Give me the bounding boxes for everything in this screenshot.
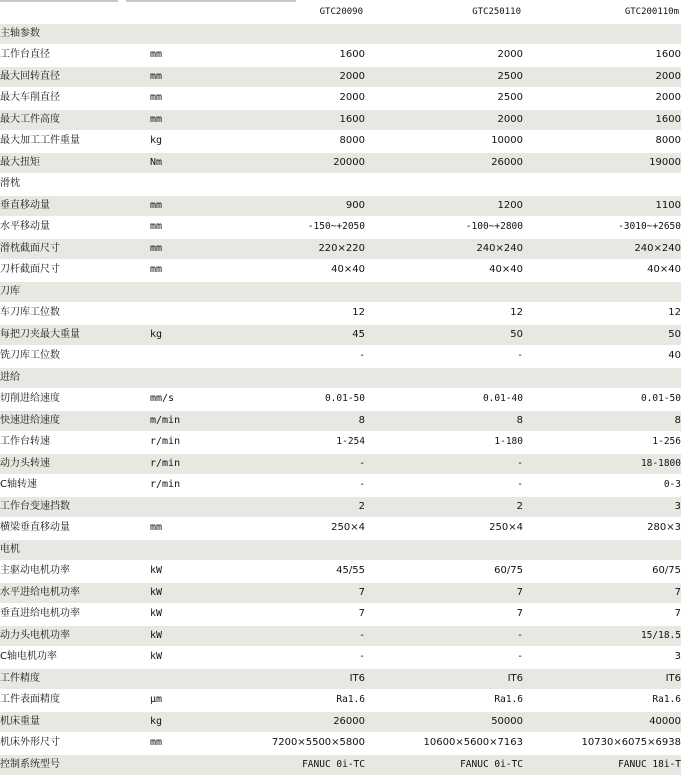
spec-unit: mm	[150, 733, 220, 755]
spec-value: 7	[365, 582, 523, 604]
spec-unit: mm	[150, 109, 220, 131]
spec-name: 每把刀夹最大重量	[0, 324, 150, 346]
spec-value: 1-256	[523, 432, 681, 454]
spec-name: 水平移动量	[0, 217, 150, 239]
spec-name: 切削进给速度	[0, 389, 150, 411]
spec-value: -	[220, 453, 365, 475]
spec-row	[0, 453, 681, 475]
header-blank	[0, 2, 150, 23]
spec-value: 0.01-40	[365, 389, 523, 411]
spec-table	[0, 2, 681, 776]
spec-row	[0, 303, 681, 325]
spec-name: 控制系统型号	[0, 754, 150, 776]
spec-name: 滑枕截面尺寸	[0, 238, 150, 260]
spec-value: 900	[220, 195, 365, 217]
spec-unit: mm	[150, 238, 220, 260]
spec-value: 40000	[523, 711, 681, 733]
spec-value: 1200	[365, 195, 523, 217]
spec-value: 40×40	[365, 260, 523, 282]
section-header-row	[0, 539, 681, 561]
spec-value: 7200×5500×5800	[220, 733, 365, 755]
spec-name: 垂直进给电机功率	[0, 604, 150, 626]
spec-value: 2000	[220, 66, 365, 88]
spec-value: 2000	[365, 109, 523, 131]
spec-name: 工件表面精度	[0, 690, 150, 712]
spec-value: 26000	[365, 152, 523, 174]
spec-value: 2000	[523, 66, 681, 88]
spec-row	[0, 410, 681, 432]
spec-name: 工件精度	[0, 668, 150, 690]
spec-value: 10730×6075×6938	[523, 733, 681, 755]
spec-unit: kg	[150, 131, 220, 153]
spec-unit: r/min	[150, 432, 220, 454]
spec-name: 最大加工工件重量	[0, 131, 150, 153]
spec-value: 50	[523, 324, 681, 346]
spec-value: 1-180	[365, 432, 523, 454]
spec-row	[0, 754, 681, 776]
spec-unit: kW	[150, 647, 220, 669]
spec-value: 45	[220, 324, 365, 346]
spec-value: 2500	[365, 88, 523, 110]
spec-value: 3	[523, 647, 681, 669]
spec-row	[0, 88, 681, 110]
spec-value: 40	[523, 346, 681, 368]
spec-name: 工作台变速挡数	[0, 496, 150, 518]
spec-name: 动力头转速	[0, 453, 150, 475]
spec-name: 动力头电机功率	[0, 625, 150, 647]
spec-value: 12	[220, 303, 365, 325]
spec-name: 垂直移动量	[0, 195, 150, 217]
spec-unit: mm	[150, 45, 220, 67]
spec-value: -150~+2050	[220, 217, 365, 239]
spec-value: -100~+2800	[365, 217, 523, 239]
section-header-row	[0, 281, 681, 303]
spec-value: 8	[523, 410, 681, 432]
spec-row	[0, 625, 681, 647]
spec-row	[0, 690, 681, 712]
spec-value: FANUC 0i-TC	[365, 754, 523, 776]
spec-value: 1600	[220, 45, 365, 67]
section-title: 电机	[0, 539, 681, 561]
spec-unit: kg	[150, 324, 220, 346]
spec-value: 12	[523, 303, 681, 325]
spec-name: C轴电机功率	[0, 647, 150, 669]
spec-unit: mm	[150, 195, 220, 217]
spec-value: 10000	[365, 131, 523, 153]
spec-value: 50000	[365, 711, 523, 733]
spec-value: IT6	[365, 668, 523, 690]
spec-value: 1600	[220, 109, 365, 131]
spec-unit	[150, 303, 220, 325]
spec-value: 240×240	[523, 238, 681, 260]
spec-value: -	[220, 346, 365, 368]
spec-value: 2000	[220, 88, 365, 110]
spec-value: 18-1800	[523, 453, 681, 475]
spec-name: 刀杆截面尺寸	[0, 260, 150, 282]
section-title: 滑枕	[0, 174, 681, 196]
section-header-row	[0, 367, 681, 389]
spec-value: -	[365, 453, 523, 475]
spec-unit: μm	[150, 690, 220, 712]
spec-value: 2000	[365, 45, 523, 67]
spec-value: 240×240	[365, 238, 523, 260]
spec-row	[0, 561, 681, 583]
spec-row	[0, 260, 681, 282]
spec-value: 0.01-50	[220, 389, 365, 411]
spec-value: 1-254	[220, 432, 365, 454]
spec-value: 26000	[220, 711, 365, 733]
spec-value: 1600	[523, 109, 681, 131]
spec-value: 280×3	[523, 518, 681, 540]
spec-unit: mm	[150, 66, 220, 88]
spec-name: 最大车削直径	[0, 88, 150, 110]
section-header-row	[0, 23, 681, 45]
spec-row	[0, 668, 681, 690]
spec-name: 铣刀库工位数	[0, 346, 150, 368]
spec-name: 机床重量	[0, 711, 150, 733]
spec-row	[0, 109, 681, 131]
spec-name: 工作台直径	[0, 45, 150, 67]
spec-row	[0, 582, 681, 604]
section-title: 进给	[0, 367, 681, 389]
model-header-row	[0, 2, 681, 23]
spec-row	[0, 711, 681, 733]
spec-name: 快速进给速度	[0, 410, 150, 432]
spec-unit: Nm	[150, 152, 220, 174]
spec-row	[0, 496, 681, 518]
spec-unit: mm/s	[150, 389, 220, 411]
spec-unit: kW	[150, 604, 220, 626]
spec-value: 15/18.5	[523, 625, 681, 647]
spec-value: 60/75	[365, 561, 523, 583]
spec-name: 最大回转直径	[0, 66, 150, 88]
spec-value: 7	[220, 582, 365, 604]
spec-unit: r/min	[150, 453, 220, 475]
spec-value: 8000	[220, 131, 365, 153]
spec-value: 8000	[523, 131, 681, 153]
spec-row	[0, 195, 681, 217]
spec-value: -	[220, 647, 365, 669]
spec-value: FANUC 0i-TC	[220, 754, 365, 776]
header-unit-blank	[150, 2, 220, 23]
spec-row	[0, 238, 681, 260]
spec-row	[0, 131, 681, 153]
spec-row	[0, 389, 681, 411]
spec-name: C轴转速	[0, 475, 150, 497]
spec-value: -	[365, 625, 523, 647]
spec-unit	[150, 668, 220, 690]
spec-name: 水平进给电机功率	[0, 582, 150, 604]
spec-value: 250×4	[365, 518, 523, 540]
spec-value: 1100	[523, 195, 681, 217]
spec-unit: kW	[150, 582, 220, 604]
spec-row	[0, 647, 681, 669]
spec-unit: kg	[150, 711, 220, 733]
spec-unit: mm	[150, 88, 220, 110]
spec-value: 40×40	[220, 260, 365, 282]
spec-name: 机床外形尺寸	[0, 733, 150, 755]
spec-value: Ra1.6	[365, 690, 523, 712]
spec-row	[0, 324, 681, 346]
spec-row	[0, 217, 681, 239]
spec-name: 最大工件高度	[0, 109, 150, 131]
spec-row	[0, 346, 681, 368]
spec-value: 2	[220, 496, 365, 518]
spec-value: IT6	[523, 668, 681, 690]
spec-row	[0, 432, 681, 454]
section-header-row	[0, 174, 681, 196]
spec-value: 45/55	[220, 561, 365, 583]
spec-value: -	[365, 346, 523, 368]
spec-row	[0, 66, 681, 88]
spec-value: 20000	[220, 152, 365, 174]
spec-value: 40×40	[523, 260, 681, 282]
spec-value: 10600×5600×7163	[365, 733, 523, 755]
spec-row	[0, 152, 681, 174]
spec-unit: m/min	[150, 410, 220, 432]
spec-value: IT6	[220, 668, 365, 690]
spec-table-body	[0, 2, 681, 776]
spec-value: 1600	[523, 45, 681, 67]
spec-value: 3	[523, 496, 681, 518]
spec-value: 220×220	[220, 238, 365, 260]
model-name: GTC20090	[220, 2, 365, 23]
spec-value: 0-3	[523, 475, 681, 497]
spec-value: 19000	[523, 152, 681, 174]
section-title: 刀库	[0, 281, 681, 303]
spec-value: 60/75	[523, 561, 681, 583]
spec-name: 最大扭矩	[0, 152, 150, 174]
spec-value: 2500	[365, 66, 523, 88]
spec-name: 主驱动电机功率	[0, 561, 150, 583]
spec-value: -	[365, 647, 523, 669]
spec-unit	[150, 346, 220, 368]
spec-value: 7	[523, 582, 681, 604]
spec-value: Ra1.6	[523, 690, 681, 712]
spec-value: FANUC 18i-T	[523, 754, 681, 776]
spec-value: 50	[365, 324, 523, 346]
spec-row	[0, 45, 681, 67]
spec-value: Ra1.6	[220, 690, 365, 712]
model-name: GTC200110m	[523, 2, 681, 23]
spec-value: -	[365, 475, 523, 497]
section-title: 主轴参数	[0, 23, 681, 45]
spec-value: -	[220, 475, 365, 497]
spec-unit: mm	[150, 518, 220, 540]
spec-row	[0, 475, 681, 497]
spec-value: 2	[365, 496, 523, 518]
spec-value: -3010~+2650	[523, 217, 681, 239]
spec-name: 工作台转速	[0, 432, 150, 454]
spec-unit: mm	[150, 260, 220, 282]
spec-value: 0.01-50	[523, 389, 681, 411]
spec-value: 8	[365, 410, 523, 432]
spec-value: 8	[220, 410, 365, 432]
spec-value: 7	[220, 604, 365, 626]
spec-value: 7	[365, 604, 523, 626]
spec-row	[0, 518, 681, 540]
spec-value: 7	[523, 604, 681, 626]
spec-value: 2000	[523, 88, 681, 110]
spec-value: -	[220, 625, 365, 647]
spec-unit: r/min	[150, 475, 220, 497]
spec-unit	[150, 754, 220, 776]
spec-value: 250×4	[220, 518, 365, 540]
spec-name: 车刀库工位数	[0, 303, 150, 325]
spec-unit: kW	[150, 561, 220, 583]
spec-row	[0, 604, 681, 626]
spec-unit	[150, 496, 220, 518]
spec-row	[0, 733, 681, 755]
spec-value: 12	[365, 303, 523, 325]
model-name: GTC250110	[365, 2, 523, 23]
spec-unit: kW	[150, 625, 220, 647]
spec-name: 横梁垂直移动量	[0, 518, 150, 540]
spec-unit: mm	[150, 217, 220, 239]
